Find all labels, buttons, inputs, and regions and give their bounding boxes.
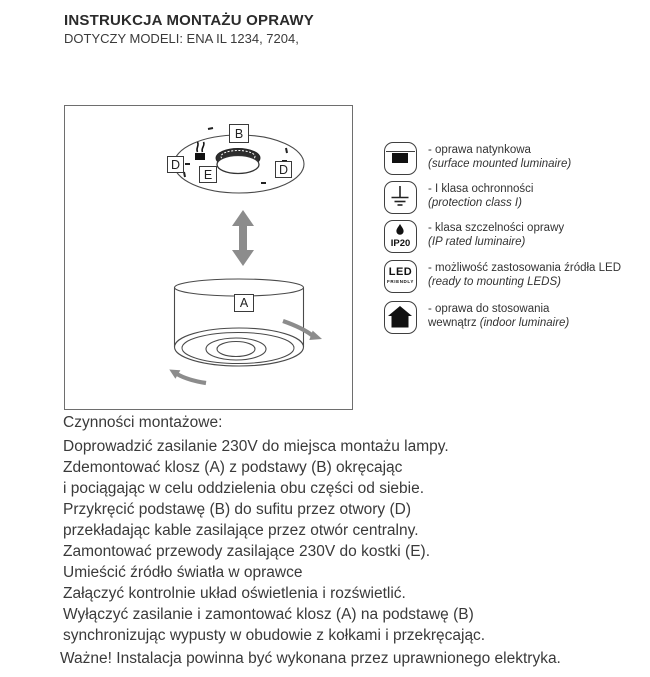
steps-heading: Czynności montażowe: bbox=[63, 414, 223, 431]
legend-label bbox=[428, 303, 648, 330]
step-line-4: Przykręcić podstawę (B) do sufitu przez otwory (D) bbox=[63, 501, 411, 518]
legend-row-surface-mounted bbox=[384, 142, 572, 175]
step-line-3: i pociągając w celu oddzielenia obu części od siebie. bbox=[63, 480, 425, 497]
legend-line1: - klasa szczelności oprawy bbox=[428, 222, 565, 234]
legend-line1: - oprawa do stosowania bbox=[428, 303, 550, 315]
diagram-drawing bbox=[65, 106, 354, 411]
legend-line2: (IP rated luminaire) bbox=[428, 235, 526, 248]
legend-line1: - możliwość zastosowania źródła LED bbox=[428, 262, 622, 274]
legend-line2: (surface mounted luminaire) bbox=[428, 157, 572, 170]
legend-line1: - oprawa natynkowa bbox=[428, 144, 531, 156]
step-line-9: Wyłączyć zasilanie i zamontować klosz (A) na podstawę (B) bbox=[63, 606, 474, 623]
indoor-luminaire-icon bbox=[384, 301, 417, 334]
surface-mounted-luminaire-icon bbox=[384, 142, 417, 175]
step-line-8: Załączyć kontrolnie układ oświetlenia i rozświetlić. bbox=[63, 585, 406, 602]
legend-row-indoor bbox=[384, 301, 570, 334]
step-line-7: Umieścić źródło światła w oprawce bbox=[63, 564, 303, 581]
ceiling-line bbox=[386, 151, 415, 152]
fixture-shape bbox=[392, 153, 408, 163]
label-part-b: B bbox=[229, 124, 249, 143]
legend-line2: (protection class I) bbox=[428, 196, 522, 209]
step-line-10: synchronizując wypusty w obudowie z kołkami i przekręcając. bbox=[63, 627, 486, 644]
rotate-arrow-left bbox=[169, 370, 206, 384]
model-list: DOTYCZY MODELI: ENA IL 1234, 7204, bbox=[64, 31, 299, 46]
legend-label bbox=[428, 262, 648, 289]
up-down-arrow bbox=[232, 210, 254, 266]
led-subtext: FRIENDLY bbox=[387, 279, 414, 284]
lamp-socket bbox=[216, 149, 260, 174]
step-line-2: Zdemontować klosz (A) z podstawy (B) okręcając bbox=[63, 459, 403, 476]
house-shape bbox=[388, 306, 412, 328]
page-title: INSTRUKCJA MONTAŻU OPRAWY bbox=[64, 12, 314, 29]
legend-line2: wewnątrz (indoor luminaire) bbox=[428, 316, 570, 329]
droplet-shape bbox=[396, 224, 403, 235]
led-friendly-icon bbox=[384, 260, 417, 293]
legend-row-protection-class bbox=[384, 181, 534, 214]
step-line-6: Zamontować przewody zasilające 230V do kostki (E). bbox=[63, 543, 430, 560]
step-line-5: przekładając kable zasilające przez otwór centralny. bbox=[63, 522, 419, 539]
label-part-a: A bbox=[234, 294, 254, 312]
legend-row-ip-rating bbox=[384, 220, 565, 253]
ip20-icon bbox=[384, 220, 417, 253]
assembly-diagram bbox=[64, 105, 353, 410]
legend-line2: (ready to mounting LEDS) bbox=[428, 275, 561, 288]
installation-steps bbox=[63, 412, 623, 646]
legend-label bbox=[428, 144, 648, 171]
legend-row-led-ready bbox=[384, 260, 622, 293]
warning-note: Ważne! Instalacja powinna być wykonana przez uprawnionego elektryka. bbox=[60, 650, 561, 667]
protection-class-1-icon bbox=[384, 181, 417, 214]
ip-rating-text: IP20 bbox=[390, 238, 411, 249]
legend-label bbox=[428, 183, 648, 210]
legend-line1: - I klasa ochronności bbox=[428, 183, 534, 195]
step-line-1: Doprowadzić zasilanie 230V do miejsca montażu lampy. bbox=[63, 438, 449, 455]
led-text: LED bbox=[388, 266, 413, 278]
label-part-e: E bbox=[199, 166, 217, 183]
label-part-d-right: D bbox=[275, 161, 292, 178]
label-part-d-left: D bbox=[167, 156, 184, 173]
legend-label bbox=[428, 222, 648, 249]
